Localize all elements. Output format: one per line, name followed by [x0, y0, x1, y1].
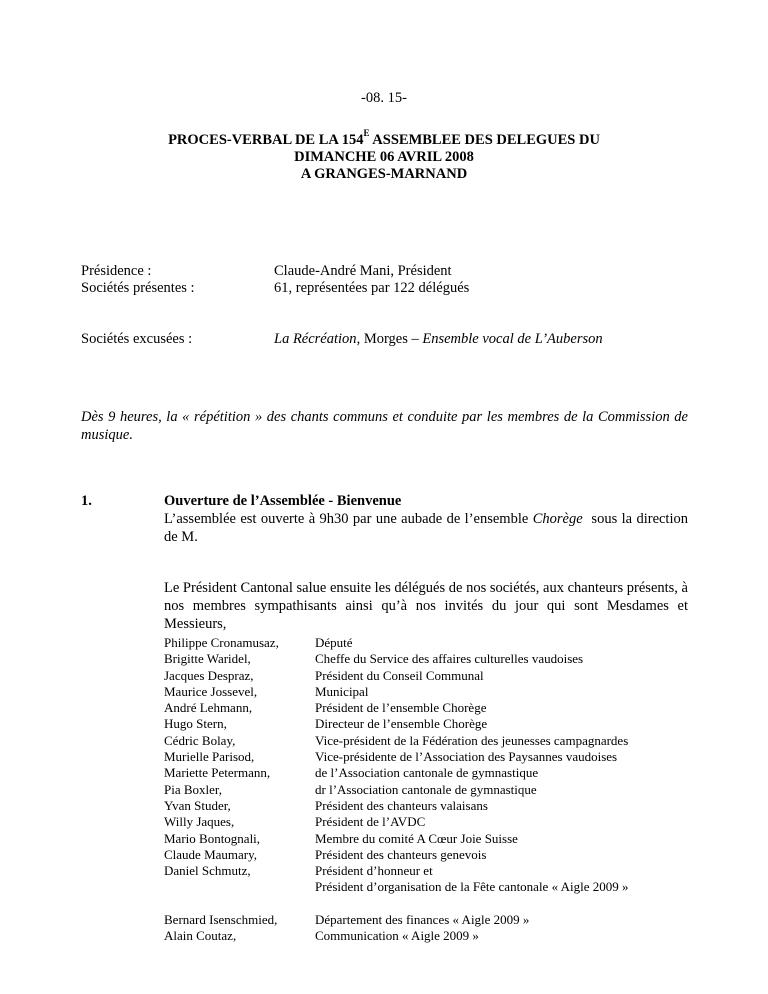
guest-name: Mario Bontognali, [164, 830, 261, 846]
guest-role: de l’Association cantonale de gymnastique [315, 765, 539, 781]
document-title [0, 128, 768, 183]
section-paragraph-2: Le Président Cantonal salue ensuite les délégués de nos sociétés, aux chanteurs présents, à nos membres sympathisants ainsi qu’à nos invités du jour qui sont Mesdames et Messieurs, [164, 580, 688, 632]
societe-ensemble-vocal: Ensemble vocal de L’Auberson [422, 331, 603, 347]
guest-row [164, 798, 724, 814]
guest-role: Cheffe du Service des affaires culturelles vaudoises [315, 651, 584, 667]
title-line-1-post: ASSEMBLEE DES DELEGUES DU [369, 132, 600, 148]
guest-role: Directeur de l’ensemble Chorège [315, 716, 488, 732]
guest-row [164, 635, 724, 651]
guest-role: Municipal [315, 683, 369, 699]
societes-presentes-label: Sociétés présentes : [81, 280, 195, 296]
guest-role: Membre du comité A Cœur Joie Suisse [315, 830, 518, 846]
guest-name: Pia Boxler, [164, 781, 222, 797]
guest-row [164, 863, 724, 879]
section-number: 1. [81, 493, 92, 509]
title-line-2: DIMANCHE 06 AVRIL 2008 [294, 149, 474, 165]
societe-separator: , Morges – [356, 331, 423, 347]
societes-excusees-value [274, 331, 603, 348]
guest-row [164, 912, 724, 928]
page-number: -08. 15- [361, 90, 407, 106]
guest-row [164, 733, 724, 749]
guest-row [164, 814, 724, 830]
guest-role: Président des chanteurs valaisans [315, 797, 488, 813]
title-line-1 [0, 128, 768, 149]
section-1 [164, 493, 692, 546]
guest-name: Claude Maumary, [164, 846, 258, 862]
para1-text-a: L’assemblée est ouverte à 9h30 par une aubade de l’ensemble [164, 511, 533, 527]
section-paragraph-1 [164, 510, 692, 546]
guest-row [164, 879, 724, 895]
section-title: Ouverture de l’Assemblée - Bienvenue [164, 493, 402, 509]
title-line-3: A GRANGES-MARNAND [300, 166, 468, 182]
guest-name: Willy Jaques, [164, 814, 235, 830]
guest-row [164, 700, 724, 716]
guest-row [164, 668, 724, 684]
guest-name: Daniel Schmutz, [164, 863, 251, 879]
guest-name: Mariette Petermann, [164, 765, 271, 781]
guest-role: Président des chanteurs genevois [315, 846, 487, 862]
presidence-label: Présidence : [81, 263, 152, 279]
guest-row [164, 749, 724, 765]
guest-role: Président de l’ensemble Chorège [315, 700, 487, 716]
guest-role: Président du Conseil Communal [315, 667, 484, 683]
guest-row [164, 716, 724, 732]
societe-recreation: La Récréation [274, 331, 357, 347]
guest-row [164, 765, 724, 781]
presidence-value: Claude-André Mani, Président [274, 263, 452, 279]
para1-ensemble-name: Chorège [532, 511, 583, 527]
guest-row [164, 782, 724, 798]
guest-name: Philippe Cronamusaz, [164, 635, 279, 650]
guest-role: Vice-président de la Fédération des jeunesses campagnardes [315, 732, 629, 748]
guest-role: Président d’honneur et [315, 863, 433, 879]
guest-role: Président d’organisation de la Fête cantonale « Aigle 2009 » [315, 879, 629, 895]
guest-role: Communication « Aigle 2009 » [315, 928, 479, 944]
guest-name: Murielle Parisod, [164, 749, 255, 765]
guest-name: Brigitte Waridel, [164, 651, 251, 667]
guest-name: Bernard Isenschmied, [164, 912, 278, 928]
guest-role: dr l’Association cantonale de gymnastique [315, 781, 537, 797]
societes-excusees-label: Sociétés excusées : [81, 331, 193, 347]
guest-row [164, 847, 724, 863]
guest-row [164, 928, 724, 944]
guest-name: Alain Coutaz, [164, 928, 237, 944]
intro-paragraph: Dès 9 heures, la « répétition » des chants communs et conduite par les membres de la Commission de musique. [81, 409, 688, 443]
guest-row [164, 651, 724, 667]
guest-role: Président de l’AVDC [315, 814, 426, 830]
guest-list [164, 635, 724, 945]
societes-presentes-value: 61, représentées par 122 délégués [274, 280, 470, 296]
guest-name: Maurice Jossevel, [164, 683, 258, 699]
guest-name: André Lehmann, [164, 700, 253, 716]
para1-text-b: sous la direction de M. [164, 511, 692, 545]
guest-role: Député [315, 635, 353, 650]
guest-row [164, 831, 724, 847]
guest-role: Département des finances « Aigle 2009 » [315, 912, 530, 928]
title-superscript: E [363, 128, 370, 139]
guest-name: Cédric Bolay, [164, 732, 236, 748]
guest-name: Jacques Despraz, [164, 667, 254, 683]
guest-role: Vice-présidente de l’Association des Paysannes vaudoises [315, 749, 618, 765]
title-line-1-pre: PROCES-VERBAL DE LA 154 [168, 132, 364, 148]
guest-name: Hugo Stern, [164, 716, 227, 732]
guest-name: Yvan Studer, [164, 797, 231, 813]
guest-row [164, 684, 724, 700]
